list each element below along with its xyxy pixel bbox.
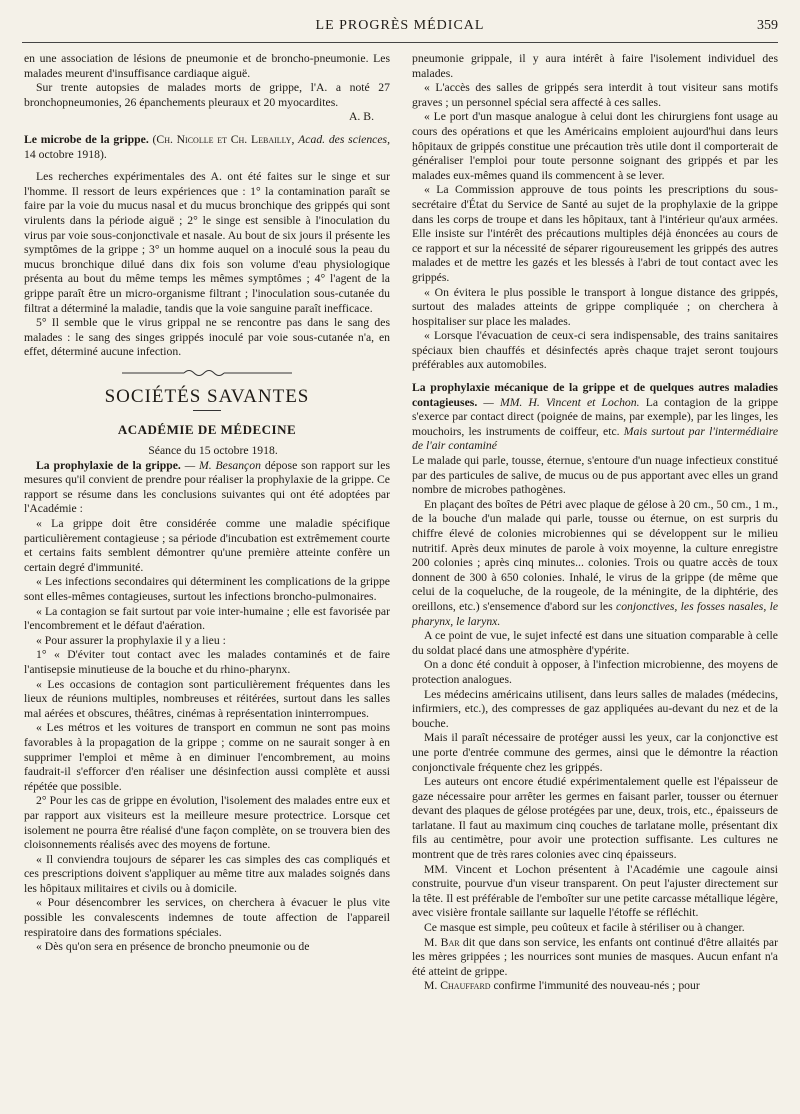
paragraph: « Le port d'un masque analogue à celui dont les chirurgiens font usage au cours des opérations et que les Américains emploient aujourd'hui dans leurs hôpitaux de grippés constitue une précaution très utile dont il comporterait de généraliser l'emploi pour toute personne soignant des grippés et par les malades eux-mêmes quand ils commencent à se lever. bbox=[412, 110, 778, 182]
paragraph bbox=[412, 936, 778, 980]
paragraph: Ce masque est simple, peu coûteux et facile à stériliser ou à changer. bbox=[424, 921, 745, 935]
divider bbox=[193, 410, 221, 411]
paragraph: 5° Il semble que le virus grippal ne se rencontre pas dans le sang des malades : le sang des singes grippés inoculé par voie sous-cutanée n'a, en effet, déterminé aucune infection. bbox=[24, 316, 390, 359]
paragraph: Les médecins américains utilisent, dans leurs salles de malades (médecins, infirmiers, etc.), des compresses de gaz appliquées au-devant du nez et de la bouche. bbox=[412, 687, 778, 730]
subsection-title: ACADÉMIE DE MÉDECINE bbox=[117, 422, 297, 438]
left-column bbox=[24, 52, 390, 955]
right-column bbox=[412, 52, 778, 994]
paragraph: On a donc été conduit à opposer, à l'infection microbienne, des moyens de protection analogues. bbox=[412, 658, 778, 686]
paragraph: « Les infections secondaires qui déterminent les complications de la grippe sont elles-mêmes contagieuses, surtout les infections broncho-pulmonaires. bbox=[24, 575, 390, 603]
paragraph: « La Commission approuve de tous points les prescriptions du sous-secrétaire d'État du Service de Santé au sujet de la prophylaxie de la grippe dans les corps de troupe et dans les hôpitaux, tant à l'intérieur qu'aux armées. Elle insiste sur l'intérêt des précautions multiples déjà énoncées au cours de ce rapport et sur la nécessité de séparer rigoureusement les grippés des autres malades et de mettre les gazés et les blessés à l'abri de tout contact avec les grippés. bbox=[412, 183, 778, 284]
paragraph-emphasis: conjonctives, les fosses nasales, le pharynx, le larynx. bbox=[412, 599, 779, 628]
paragraph: Sur trente autopsies de malades morts de grippe, l'A. a noté 27 bronchopneumonies, 26 épanchements pleuraux et 20 myocardites. bbox=[24, 81, 390, 109]
paragraph-text: dit que dans son service, les enfants ont continué d'être allaités par les mères grippées ; les nourrices sont munies de masques. Aucun enfant n'a été atteint de grippe. bbox=[412, 935, 778, 978]
paragraph bbox=[412, 498, 778, 629]
journal-title: LE PROGRÈS MÉDICAL bbox=[315, 18, 485, 33]
article-authors: — MM. H. Vincent et Lochon. bbox=[483, 395, 640, 409]
article-heading bbox=[412, 381, 778, 454]
paragraph: A ce point de vue, le sujet infecté est dans une situation comparable à celle du soldat placé dans une atmosphère d'ypérite. bbox=[412, 629, 778, 657]
article-heading bbox=[24, 459, 390, 517]
paragraph-text: confirme l'immunité des nouveau-nés ; pour bbox=[493, 979, 700, 993]
paragraph: 1° « D'éviter tout contact avec les malades contaminés et de faire l'antisepsie minutieuse de la bouche et du rhino-pharynx. bbox=[24, 648, 390, 676]
paragraph: « On évitera le plus possible le transport à longue distance des grippés, surtout des malades atteints de grippe compliquée ; on cherchera à hospitaliser sur place les malades. bbox=[412, 285, 778, 328]
article-title: La prophylaxie mécanique de la grippe et de quelques autres maladies contagieuses. bbox=[412, 381, 778, 409]
article-title: Le microbe de la grippe. bbox=[24, 132, 149, 146]
paragraph: en une association de lésions de pneumonie et de broncho-pneumonie. Les malades meurent d'insuffisance cardiaque aiguë. bbox=[24, 52, 390, 80]
paragraph: Le malade qui parle, tousse, éternue, s'entoure d'un nuage infectieux constitué par des particules de salive, de mucus ou de pus apportant avec elles un grand nombre de microbes pathogènes. bbox=[412, 454, 778, 497]
paragraph: « Pour assurer la prophylaxie il y a lieu : bbox=[36, 633, 226, 647]
paragraph: 2° Pour les cas de grippe en évolution, l'isolement des malades entre eux et par rapport aux visiteurs est la meilleure mesure protectrice. Lorsque cet isolement ne pourra être réalisé d'une façon complète, on se trouvera bien des cloisonnements réalisés avec des moyens de fortune. bbox=[24, 794, 390, 852]
article-authors: (Ch. Nicolle et Ch. Lebailly, bbox=[152, 132, 295, 146]
paragraph: « La grippe doit être considérée comme une maladie spécifique particulièrement contagieuse ; sa période d'incubation est extrêmement courte et certains faits semblent démontrer qu'une première atteinte confère un certain degré d'immunité. bbox=[24, 517, 390, 574]
article-body: La contagion de la grippe s'exerce par contact direct (poignée de mains, par exemple), par les linges, les mouchoirs, les instruments de coiffeur, etc. bbox=[412, 395, 779, 438]
paragraph: « La contagion se fait surtout par voie inter-humaine ; elle est favorisée par l'encombrement et le défaut d'aération. bbox=[24, 604, 390, 633]
paragraph: MM. Vincent et Lochon présentent à l'Académie une cagoule ainsi construite, pourvue d'un viseur transparent. On peut l'ajuster directement sur la tête. Il est préférable de l'emboîter sur une petite carcasse métallique légère, avec visière frontale saillante sur laquelle l'étoffe se réfléchit. bbox=[412, 862, 778, 920]
paragraph: « Les occasions de contagion sont particulièrement fréquentes dans les lieux de réunions multiples, nombreuses et réitérées, surtout dans les salles mal aérées et obscures, théâtres, cinémas à représentation ininterrompues. bbox=[24, 677, 390, 720]
paragraph: Les auteurs ont encore étudié expérimentalement quelle est l'épaisseur de gaze nécessaire pour arrêter les germes en faisant parler, tousser ou éternuer devant des plaques de gélose protégées par une, deux, trois, etc., épaisseurs de tarlatane. Il faut au maximum cinq couches de tarlatane molle, présentant dix fils au centimètre, pour avoir une protection suffisante. Les cultures ne montrent que de très rares colonies avec cinq épaisseurs. bbox=[412, 775, 778, 862]
article-body: dépose son rapport sur les mesures qu'il convient de prendre pour réaliser la prophylaxie de la grippe. Ce rapport se résume dans les conclusions suivantes qui ont été adoptées par l'Académie : bbox=[24, 458, 390, 516]
article-speaker: — M. Besançon bbox=[184, 458, 261, 472]
paragraph: « Pour désencombrer les services, on cherchera à évacuer le plus vite possible les convalescents indemnes de toute affection de l'appareil respiratoire dans des formations spéciales. bbox=[24, 896, 390, 939]
author-signature: A. B. bbox=[348, 110, 374, 124]
article-source: Acad. des sciences, bbox=[298, 132, 391, 146]
session-date: Séance du 15 octobre 1918. bbox=[148, 444, 278, 458]
paragraph: « L'accès des salles de grippés sera interdit à tout visiteur sans motifs graves ; un personnel spécial sera affecté à ces salles. bbox=[412, 81, 778, 109]
paragraph: Mais il paraît nécessaire de protéger aussi les yeux, car la conjonctive est une porte d'entrée commune des germes, ainsi que le démontre la réaction conjonctivale fréquente chez les grippés. bbox=[412, 731, 778, 774]
paragraph bbox=[412, 979, 778, 994]
paragraph-text: En plaçant des boîtes de Pétri avec plaque de gélose à 20 cm., 50 cm., 1 m., de la bouche d'un malade qui parle, tousse ou éternue, on est surpris du chiffre élevé de colonies microbiennes qui se développent sur le milieu nutritif. Après deux minutes de parole à voix moyenne, la culture enregistre 200 colonies ; après cinq minutes... colonies. Trois ou quatre accès de toux donnent de 300 à 650 colonies. Inhalé, le virus de la grippe (de même que celui de la coqueluche, de la rougeole, de la méningite, de la diphtérie, des oreillons, etc.) s'ensemence d'abord sur les bbox=[412, 497, 778, 613]
speaker-name: M. Chauffard bbox=[424, 979, 491, 993]
paragraph: « Lorsque l'évacuation de ceux-ci sera indispensable, des trains sanitaires spéciaux bien chauffés et désinfectés après chaque trajet seront toujours préférables aux automobiles. bbox=[412, 329, 778, 372]
article-emphasis: Mais surtout par l'intermédiaire de l'air contaminé bbox=[412, 424, 779, 453]
paragraph: « Les métros et les voitures de transport en commun ne sont pas moins favorables à la propagation de la grippe ; comme on ne saurait songer à en supprimer l'emploi et même à en diminuer l'encombrement, au moins faudrait-il s'efforcer d'en réaliser une désinfection aussi complète et aussi répétée que possible. bbox=[24, 721, 390, 793]
running-header bbox=[22, 14, 778, 43]
article-title: La prophylaxie de la grippe. bbox=[36, 458, 181, 472]
section-ornament bbox=[122, 368, 292, 378]
paragraph: « Il conviendra toujours de séparer les cas simples des cas compliqués et ces prescriptions doivent s'appliquer au même titre aux malades soignés dans les hôpitaux militaires et civils ou à domicile. bbox=[24, 852, 390, 895]
page-number: 359 bbox=[757, 18, 778, 33]
speaker-name: M. Bar bbox=[424, 935, 460, 949]
section-title: SOCIÉTÉS SAVANTES bbox=[104, 385, 310, 407]
article-heading bbox=[24, 133, 390, 162]
paragraph: pneumonie grippale, il y aura intérêt à faire l'isolement individuel des malades. bbox=[412, 52, 778, 80]
paragraph: Les recherches expérimentales des A. ont été faites sur le singe et sur l'homme. Il ressort de leurs expériences que : 1° la contamination paraît se faire par la voie du mucus nasal et du mucus bronchique des grippés qui sont virulents dans la période aiguë ; 2° le singe est sensible à l'inoculation du virus par voie sous-conjonctivale et nasale. Au bout de six jours il présente les symptômes de la grippe ; 3° un homme auquel on a inoculé sous la peau du mucus bronchique dilué dans dix fois son volume d'eau physiologique présenta au bout du même temps les mêmes symptômes ; 4° l'agent de la grippe paraît être un micro-organisme filtrant ; l'inoculation sous-cutanée du filtrat a déterminé la maladie, tandis que la voie sanguine paraît inefficace. bbox=[24, 170, 390, 315]
article-date: 14 octobre 1918). bbox=[24, 147, 107, 161]
paragraph: « Dès qu'on sera en présence de broncho pneumonie ou de bbox=[36, 940, 310, 954]
